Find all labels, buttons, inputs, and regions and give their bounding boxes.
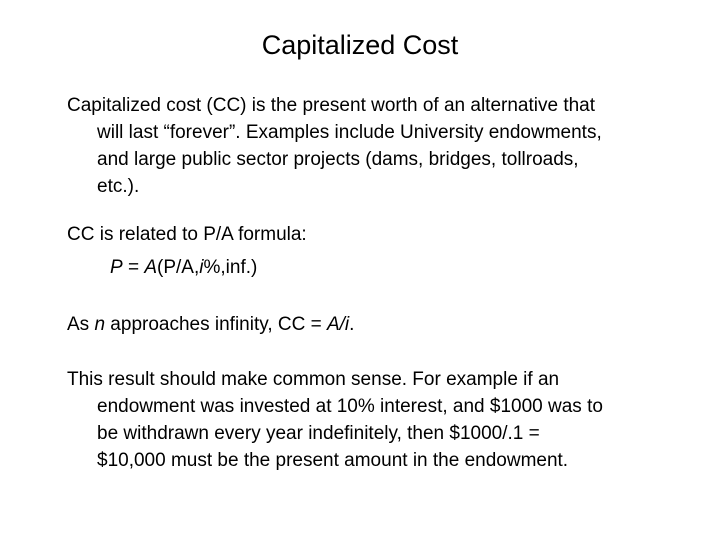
paragraph-line: and large public sector projects (dams, bridges, tollroads, <box>97 149 579 170</box>
paragraph-line: endowment was invested at 10% interest, and $1000 was to <box>97 396 603 417</box>
paragraph-line: be withdrawn every year indefinitely, then $1000/.1 = <box>97 423 540 444</box>
formula-part: i <box>199 257 204 278</box>
formula <box>110 257 257 279</box>
paragraph-line: $10,000 must be the present amount in the endowment. <box>97 450 569 471</box>
text-part: n <box>94 314 106 335</box>
slide-title: Capitalized Cost <box>261 30 459 60</box>
text-part: As <box>67 314 95 335</box>
paragraph-line <box>67 314 354 336</box>
paragraph-line: CC is related to P/A formula: <box>67 224 307 245</box>
formula-part: %,inf.) <box>203 257 258 278</box>
formula-part: = <box>122 257 145 278</box>
text-part: A/i <box>326 314 350 335</box>
paragraph-line: will last “forever”. Examples include University endowments, <box>97 122 602 143</box>
paragraph-line: etc.). <box>97 176 140 197</box>
text-part: approaches infinity, CC = <box>105 314 327 335</box>
paragraph-line: Capitalized cost (CC) is the present worth of an alternative that <box>67 95 596 116</box>
paragraph-line: This result should make common sense. For example if an <box>67 369 560 390</box>
text-part: . <box>349 314 355 335</box>
formula-part: A <box>144 257 158 278</box>
formula-part: P <box>110 257 123 278</box>
formula-part: (P/A, <box>157 257 200 278</box>
